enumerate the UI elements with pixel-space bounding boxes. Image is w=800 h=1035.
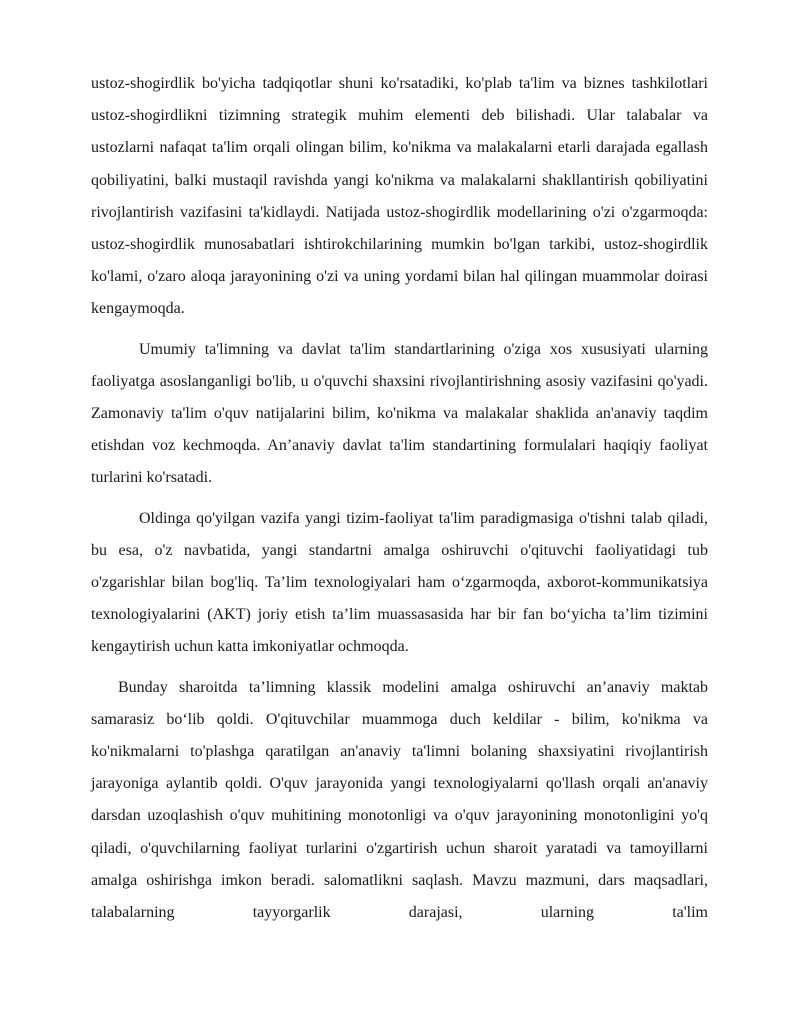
- paragraph-3: Oldinga qo'yilgan vazifa yangi tizim-faoliyat ta'lim paradigmasiga o'tishni talab qiladi, bu esa, o'z navbatida, yangi standartni amalga oshiruvchi o'qituvchi faoliyatidagi tub o'zgarishlar bilan bog'liq. Ta’lim texnologiyalari ham o‘zgarmoqda, axborot-kommunikatsiya texnologiyalarini (AKT) joriy etish ta’lim muassasasida har bir fan bo‘yicha ta’lim tizimini kengaytirish uchun katta imkoniyatlar ochmoqda.: [91, 509, 708, 656]
- paragraph-1: ustoz-shogirdlik bo'yicha tadqiqotlar shuni ko'rsatadiki, ko'plab ta'lim va biznes tashkilotlari ustoz-shogirdlikni tizimning strategik muhim elementi deb bilishadi. Ular talabalar va ustozlarni nafaqat ta'lim orqali olingan bilim, ko'nikma va malakalarni etarli darajada egallash qobiliyatini, balki mustaqil ravishda yangi ko'nikma va malakalarni shakllantirish qobiliyatini rivojlantirish vazifasini ta'kidlaydi. Natijada ustoz-shogirdlik modellarining o'zi o'zgarmoqda: ustoz-shogirdlik munosabatlari ishtirokchilarining mumkin bo'lgan tarkibi, ustoz-shogirdlik ko'lami, o'zaro aloqa jarayonining o'zi va uning yordami bilan hal qilingan muammolar doirasi kengaymoqda.: [91, 75, 708, 318]
- paragraph-4: Bunday sharoitda ta’limning klassik modelini amalga oshiruvchi an’anaviy maktab samarasiz bo‘lib qoldi. O'qituvchilar muammoga duch keldilar - bilim, ko'nikma va ko'nikmalarni to'plashga qaratilgan an'anaviy ta'limni bolaning shaxsiyatini rivojlantirish jarayoniga aylantib qoldi. O'quv jarayonida yangi texnologiyalarni qo'llash orqali an'anaviy darsdan uzoqlashish o'quv muhitining monotonligi va o'quv jarayonining monotonligini yo'q qiladi, o'quvchilarning faoliyat turlarini o'zgartirish uchun sharoit yaratadi va tamoyillarni amalga oshirishga imkon beradi. salomatlikni saqlash. Mavzu mazmuni, dars maqsadlari, talabalarning tayyorgarlik darajasi, ularning ta'lim: [91, 678, 708, 922]
- document-page: [91, 68, 708, 937]
- paragraph-2: Umumiy ta'limning va davlat ta'lim standartlarining o'ziga xos xususiyati ularning faoliyatga asoslanganligi bo'lib, u o'quvchi shaxsini rivojlantirishning asosiy vazifasini qo'yadi. Zamonaviy ta'lim o'quv natijalarini bilim, ko'nikma va malakalar shaklida an'anaviy taqdim etishdan voz kechmoqda. An’anaviy davlat ta'lim standartining formulalari haqiqiy faoliyat turlarini ko'rsatadi.: [91, 340, 708, 487]
